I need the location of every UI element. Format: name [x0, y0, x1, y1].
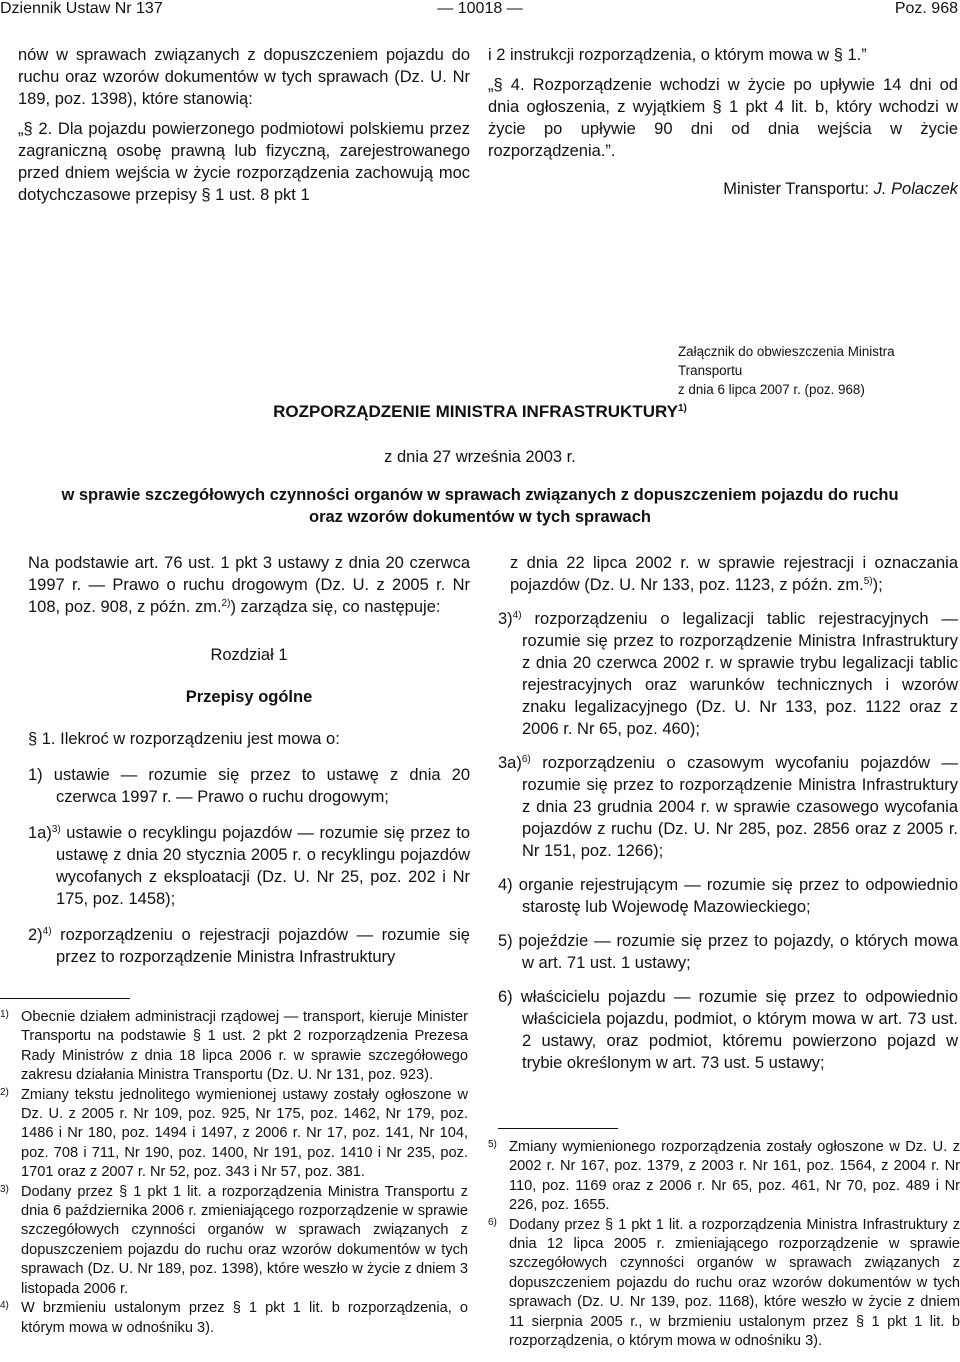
footnote-6-mark: 6): [488, 1216, 497, 1228]
regulation-title-text: ROZPORZĄDZENIE MINISTRA INFRASTRUKTURY: [273, 402, 678, 421]
page-number: — 10018 —: [437, 0, 523, 17]
definition-item-6: 6) właścicielu pojazdu — rozumie się przez to odpowiednio właściciela pojazdu, podmiot, o którym mowa w art. 73 ust. 2 ustawy, oraz podmiot, któremu powierzono pojazd w trybie określonym w art. 73 ust. 5 ustawy;: [498, 988, 958, 1072]
annex-note: [678, 342, 960, 399]
footnote-4: [0, 1299, 468, 1338]
footnote-5-mark: 5): [488, 1139, 497, 1150]
intro-text-a: Na podstawie art. 76 ust. 1 pkt 3 ustawy z dnia 20 czerwca 1997 r. — Prawo o ruchu drogowym (Dz. U. z 2005 r. Nr 108, poz. 908, z późn. zm.: [28, 554, 470, 616]
footnote-2: [0, 1086, 468, 1183]
item-3a-number: 3a): [498, 754, 522, 772]
position-number: Poz. 968: [894, 0, 958, 17]
item-3-text: rozporządzeniu o legalizacji tablic rejestracyjnych — rozumie się przez to rozporządzenie Ministra Infrastruktury z dnia 20 czerwca 2002 r. w sprawie trybu legalizacji tablic rejestracyjnych oraz warunków technicznych i wzorów znaku legalizacyjnego (Dz. U. Nr 133, poz. 1122 oraz z 2006 r. Nr 65, poz. 460);: [521, 610, 958, 738]
footnote-6-text: Dodany przez § 1 pkt 1 lit. a rozporządzenia Ministra Infrastruktury z dnia 12 lipca 2005 r. zmieniającego rozporządzenie w sprawie szczegółowych czynności organów w sprawach związanych z dopuszczeniem pojazdu do ruchu oraz wzorów dokumentów w tych sprawach (Dz. U. Nr 139, poz. 1168), które weszło w życie z dniem 11 sierpnia 2005 r., w brzmieniu ustalonym przez § 1 pkt 1 lit. b rozporządzenia, o którym mowa w odnośniku 3).: [509, 1216, 960, 1350]
paragraph-1: § 1. Ilekroć w rozporządzeniu jest mowa o:: [28, 730, 340, 748]
minister-signature: [488, 178, 958, 200]
intro-text-b: ) zarządza się, co następuje:: [230, 598, 441, 616]
footnote-ref-2: 2): [221, 598, 231, 609]
minister-label: Minister Transportu:: [723, 180, 870, 198]
definition-item-2: [0, 924, 470, 968]
footnote-ref-1: 1): [677, 403, 687, 414]
footnote-3-text: Dodany przez § 1 pkt 1 lit. a rozporządzenia Ministra Transportu z dnia 6 października 2006 r. zmieniającego rozporządzenie w sprawie szczegółowych czynności organów w sprawach związanych z dopuszczeniem pojazdu do ruchu oraz wzorów dokumentów w tych sprawach (Dz. U. Nr 189, poz. 1398), które weszło w życie z dniem 3 listopada 2006 r.: [21, 1183, 468, 1297]
definition-item-3: [498, 608, 958, 740]
footnote-3-mark: 3): [0, 1183, 9, 1195]
footnote-4-text: W brzmieniu ustalonym przez § 1 pkt 1 lit. b rozporządzenia, o którym mowa w odnośniku 3).: [21, 1300, 468, 1336]
footnote-5-text: Zmiany wymienionego rozporządzenia zostały ogłoszone w Dz. U. z 2002 r. Nr 167, poz. 1379, z 2003 r. Nr 161, poz. 1564, z 2004 r. Nr 110, poz. 1169 oraz z 2006 r. Nr 65, poz. 461, Nr 70, poz. 489 i Nr 226, poz. 1655.: [509, 1139, 960, 1214]
footnote-6: [488, 1216, 960, 1352]
top-right-paragraph-1: i 2 instrukcji rozporządzenia, o którym mowa w § 1.”: [488, 46, 867, 64]
regulation-date: z dnia 27 września 2003 r.: [384, 448, 576, 466]
regulation-title: [0, 402, 960, 422]
footnote-ref-4: 4): [42, 926, 52, 937]
annex-line-2: z dnia 6 lipca 2007 r. (poz. 968): [678, 382, 865, 397]
definition-item-4: 4) organie rejestrującym — rozumie się przez to odpowiednio starostę lub Wojewodę Mazowieckiego;: [498, 876, 958, 916]
continued-definition: [510, 552, 958, 596]
footnote-ref-3: 3): [51, 824, 61, 835]
footnotes-right: [488, 1138, 960, 1351]
footnote-ref-4b: 4): [512, 610, 522, 621]
footnote-separator-left: [0, 998, 130, 999]
definition-item-1a: [0, 822, 470, 910]
footnote-1-text: Obecnie działem administracji rządowej — transport, kieruje Minister Transportu na podstawie § 1 ust. 2 pkt 2 rozporządzenia Prezesa Rady Ministrów z dnia 18 lipca 2006 r. w sprawie szczegółowego zakresu działania Ministra Transportu (Dz. U. Nr 131, poz. 923).: [21, 1009, 468, 1084]
footnote-1-mark: 1): [0, 1009, 9, 1020]
top-left-column: [18, 44, 470, 214]
top-right-column: [488, 44, 958, 200]
definition-item-1: 1) ustawie — rozumie się przez to ustawę z dnia 20 czerwca 1997 r. — Prawo o ruchu drogowym;: [28, 766, 470, 806]
item-3a-text: rozporządzeniu o czasowym wycofaniu pojazdów — rozumie się przez to rozporządzenie Ministra Infrastruktury z dnia 23 grudnia 2004 r. w sprawie czasowego wycofania pojazdów z ruchu (Dz. U. Nr 285, poz. 2856 oraz z 2005 r. Nr 151, poz. 1266);: [522, 754, 958, 860]
top-left-paragraph-1: nów w sprawach związanych z dopuszczeniem pojazdu do ruchu oraz wzorów dokumentów w tych sprawach (Dz. U. Nr 189, poz. 1398), które stanowią:: [18, 46, 470, 108]
continued-end: );: [872, 576, 883, 594]
definition-item-3a: [498, 752, 958, 862]
footnote-1: [0, 1008, 468, 1086]
chapter-heading: Rozdział 1: [210, 646, 288, 664]
chapter-title: Przepisy ogólne: [185, 688, 313, 706]
definition-item-5: 5) pojeździe — rozumie się przez to pojazdy, o których mowa w art. 71 ust. 1 ustawy;: [498, 932, 958, 972]
regulation-subject: w sprawie szczegółowych czynności organów w sprawach związanych z dopuszczeniem pojazdu do ruchu oraz wzorów dokumentów w tych sprawach: [61, 486, 899, 526]
minister-name: J. Polaczek: [873, 180, 958, 198]
top-right-paragraph-2: „§ 4. Rozporządzenie wchodzi w życie po upływie 14 dni od dnia ogłoszenia, z wyjątkiem § 1 pkt 4 lit. b, który wchodzi w życie po upływie 90 dni od dnia wejścia w życie rozporządzenia.”.: [488, 76, 958, 160]
footnote-2-mark: 2): [0, 1086, 9, 1098]
main-left-column: [28, 552, 470, 978]
footnote-2-text: Zmiany tekstu jednolitego wymienionej ustawy zostały ogłoszone w Dz. U. z 2005 r. Nr 109, poz. 925, Nr 175, poz. 1462, Nr 179, poz. 1486 i Nr 180, poz. 1494 i 1497, z 2006 r. Nr 17, poz. 141, Nr 104, poz. 708 i 711, Nr 190, poz. 1400, Nr 191, poz. 1410 i Nr 235, poz. 1701 oraz z 2007 r. Nr 52, poz. 343 i Nr 57, poz. 381.: [21, 1086, 468, 1181]
footnotes-left: [0, 1008, 468, 1338]
footnote-5: [488, 1138, 960, 1216]
footnote-ref-5: 5): [863, 576, 873, 587]
top-left-paragraph-2: „§ 2. Dla pojazdu powierzonego podmiotowi polskiemu przez zagraniczną osobę prawną lub fizyczną, zarejestrowanego przed dniem wejścia w życie rozporządzenia zachowują moc dotychczasowe przepisy § 1 ust. 8 pkt 1: [18, 120, 470, 204]
footnote-ref-6: 6): [521, 754, 531, 765]
item-2-number: 2): [28, 926, 43, 944]
footnote-separator-right: [498, 1128, 618, 1129]
item-2-text: rozporządzeniu o rejestracji pojazdów — rozumie się przez to rozporządzenie Ministra Infrastruktury: [51, 926, 470, 966]
annex-line-1: Załącznik do obwieszczenia Ministra Transportu: [678, 344, 895, 378]
continued-text: z dnia 22 lipca 2002 r. w sprawie rejestracji i oznaczania pojazdów (Dz. U. Nr 133, poz. 1123, z późn. zm.: [510, 554, 958, 594]
item-1a-text: ustawie o recyklingu pojazdów — rozumie się przez to ustawę z dnia 20 stycznia 2005 r. o recyklingu pojazdów wycofanych z eksploatacji (Dz. U. Nr 25, poz. 202 i Nr 175, poz. 1458);: [56, 824, 470, 908]
footnote-4-mark: 4): [0, 1300, 9, 1312]
journal-title: Dziennik Ustaw Nr 137: [0, 0, 163, 17]
item-3-number: 3): [498, 610, 513, 628]
intro-paragraph: [28, 552, 470, 618]
main-right-column: [498, 552, 958, 1084]
item-1a-number: 1a): [28, 824, 52, 842]
footnote-3: [0, 1183, 468, 1299]
